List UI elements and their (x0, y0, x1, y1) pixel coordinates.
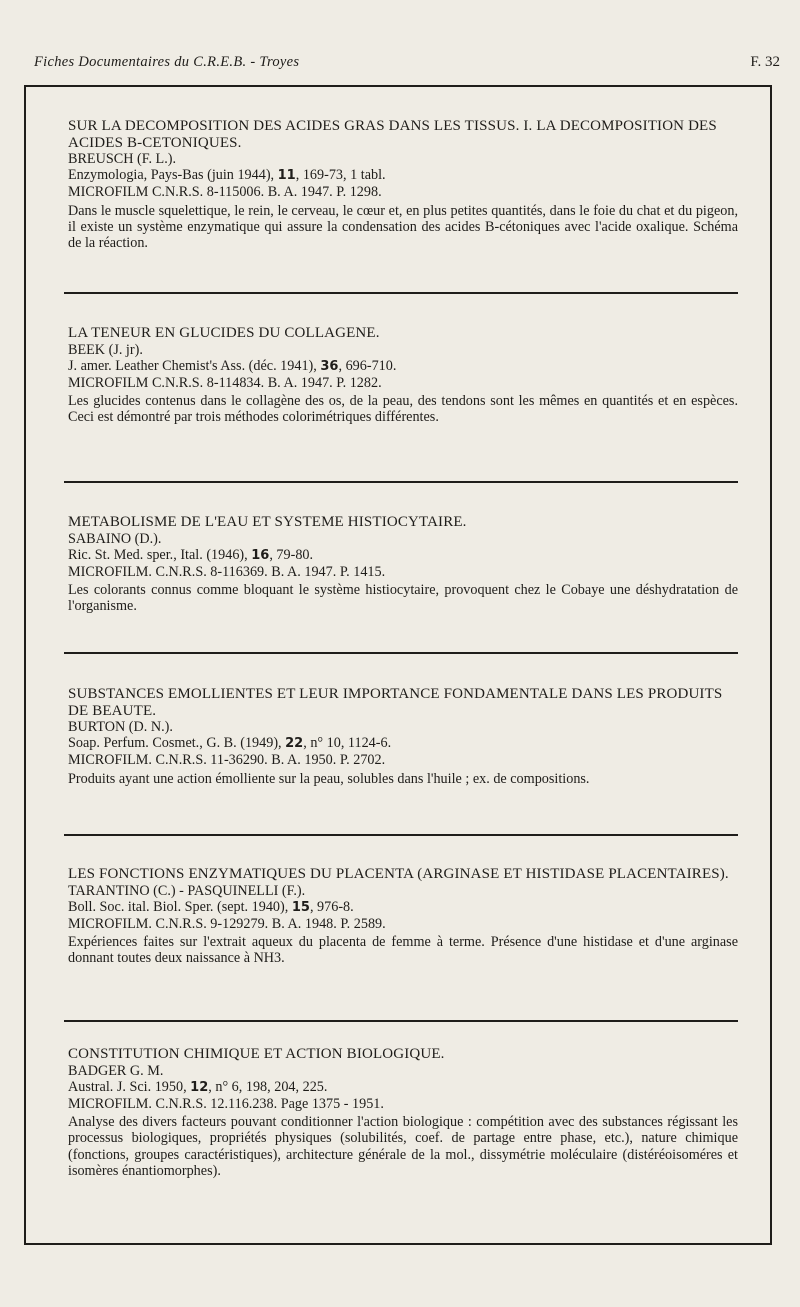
entry-source (68, 358, 738, 375)
entry-2 (68, 325, 738, 426)
separator (64, 1020, 738, 1022)
entry-source (68, 735, 738, 752)
entry-source (68, 547, 738, 564)
entry-source (68, 899, 738, 916)
entry-abstract: Produits ayant une action émolliente sur la peau, solubles dans l'huile ; ex. de compositions. (68, 770, 590, 787)
source-pages: , n° 6, 198, 204, 225. (208, 1078, 328, 1095)
volume-number: 12 (190, 1079, 209, 1095)
volume-number: 36 (320, 358, 339, 374)
entry-source (68, 1079, 738, 1096)
source-pages: , 169-73, 1 tabl. (295, 167, 386, 184)
entry-abstract: Expériences faites sur l'extrait aqueux du placenta de femme à terme. Présence d'une histidase et d'une arginase donnant toutes deux naissance à NH3. (68, 934, 738, 967)
source-citation: Boll. Soc. ital. Biol. Sper. (sept. 1940), (68, 898, 292, 915)
entry-title: SUBSTANCES EMOLLIENTES ET LEUR IMPORTANCE FONDAMENTALE DANS LES PRODUITS DE BEAUTE. (68, 686, 723, 719)
page-header (34, 54, 780, 76)
source-pages: , 696-710. (338, 357, 397, 374)
entry-5 (68, 866, 738, 967)
entry-microfilm: MICROFILM. C.N.R.S. 12.116.238. Page 1375 - 1951. (68, 1095, 384, 1112)
entry-author: BURTON (D. N.). (68, 719, 173, 735)
source-citation: Ric. St. Med. sper., Ital. (1946), (68, 546, 252, 563)
source-pages: , 79-80. (269, 546, 314, 563)
entry-6 (68, 1046, 738, 1179)
entry-title: LA TENEUR EN GLUCIDES DU COLLAGENE. (68, 325, 380, 341)
entry-microfilm: MICROFILM C.N.R.S. 8-115006. B. A. 1947. P. 1298. (68, 184, 382, 201)
entry-author: SABAINO (D.). (68, 530, 162, 547)
source-citation: J. amer. Leather Chemist's Ass. (déc. 1941), (68, 357, 321, 374)
volume-number: 16 (251, 547, 270, 563)
source-citation: Enzymologia, Pays-Bas (juin 1944), (68, 167, 278, 184)
entry-title: METABOLISME DE L'EAU ET SYSTEME HISTIOCYTAIRE. (68, 514, 467, 530)
entry-microfilm: MICROFILM. C.N.R.S. 11-36290. B. A. 1950. P. 2702. (68, 752, 386, 769)
entry-abstract: Analyse des divers facteurs pouvant conditionner l'action biologique : compétition avec des substances régissant les processus biologiques, propriétés physiques (solubilités, coef. de partage entre phase, etc.), nature chimique (fonctions, groupes caractéristiques), architecture générale de la mol., dissymétrie moléculaire (distéréoisoméres et isomères énantiomorphes). (68, 1114, 738, 1179)
source-pages: , n° 10, 1124-6. (303, 735, 392, 752)
separator (64, 652, 738, 654)
entry-3 (68, 514, 738, 615)
volume-number: 15 (291, 899, 310, 915)
entry-abstract: Les colorants connus comme bloquant le système histiocytaire, provoquent chez le Cobaye une déshydratation de l'organisme. (68, 582, 738, 615)
separator (64, 834, 738, 836)
entry-abstract: Les glucides contenus dans le collagène des os, de la peau, des tendons sont les mêmes en quantités et en espèces. Ceci est démontré par trois méthodes colorimétriques différentes. (68, 393, 738, 426)
entry-1 (68, 118, 738, 251)
separator (64, 292, 738, 294)
source-pages: , 976-8. (309, 898, 354, 915)
page-number: F. 32 (750, 54, 780, 70)
entry-abstract: Dans le muscle squelettique, le rein, le cerveau, le cœur et, en plus petites quantités, dans le foie du chat et du pigeon, il existe un système enzymatique qui assure la condensation des acides B-cétoniques avec l'acide oxalique. Schéma de la réaction. (68, 202, 738, 252)
entry-title: SUR LA DECOMPOSITION DES ACIDES GRAS DANS LES TISSUS. I. LA DECOMPOSITION DES ACIDES B-CETONIQUES. (68, 118, 717, 151)
entry-microfilm: MICROFILM. C.N.R.S. 9-129279. B. A. 1948. P. 2589. (68, 915, 386, 932)
separator (64, 481, 738, 483)
entry-source (68, 167, 738, 184)
source-citation: Austral. J. Sci. 1950, (68, 1078, 191, 1095)
entry-4 (68, 686, 738, 787)
entry-title: LES FONCTIONS ENZYMATIQUES DU PLACENTA (ARGINASE ET HISTIDASE PLACENTAIRES). (68, 866, 729, 882)
publication-title: Fiches Documentaires du C.R.E.B. - Troyes (34, 54, 300, 70)
source-citation: Soap. Perfum. Cosmet., G. B. (1949), (68, 735, 286, 752)
volume-number: 11 (277, 168, 296, 184)
entry-author: TARANTINO (C.) - PASQUINELLI (F.). (68, 882, 306, 899)
volume-number: 22 (285, 736, 304, 752)
entry-author: BADGER G. M. (68, 1062, 164, 1079)
entry-microfilm: MICROFILM C.N.R.S. 8-114834. B. A. 1947. P. 1282. (68, 374, 382, 391)
entry-author: BREUSCH (F. L.). (68, 151, 177, 167)
entry-title: CONSTITUTION CHIMIQUE ET ACTION BIOLOGIQUE. (68, 1046, 445, 1062)
entry-author: BEEK (J. jr). (68, 341, 143, 358)
entry-microfilm: MICROFILM. C.N.R.S. 8-116369. B. A. 1947. P. 1415. (68, 563, 386, 580)
